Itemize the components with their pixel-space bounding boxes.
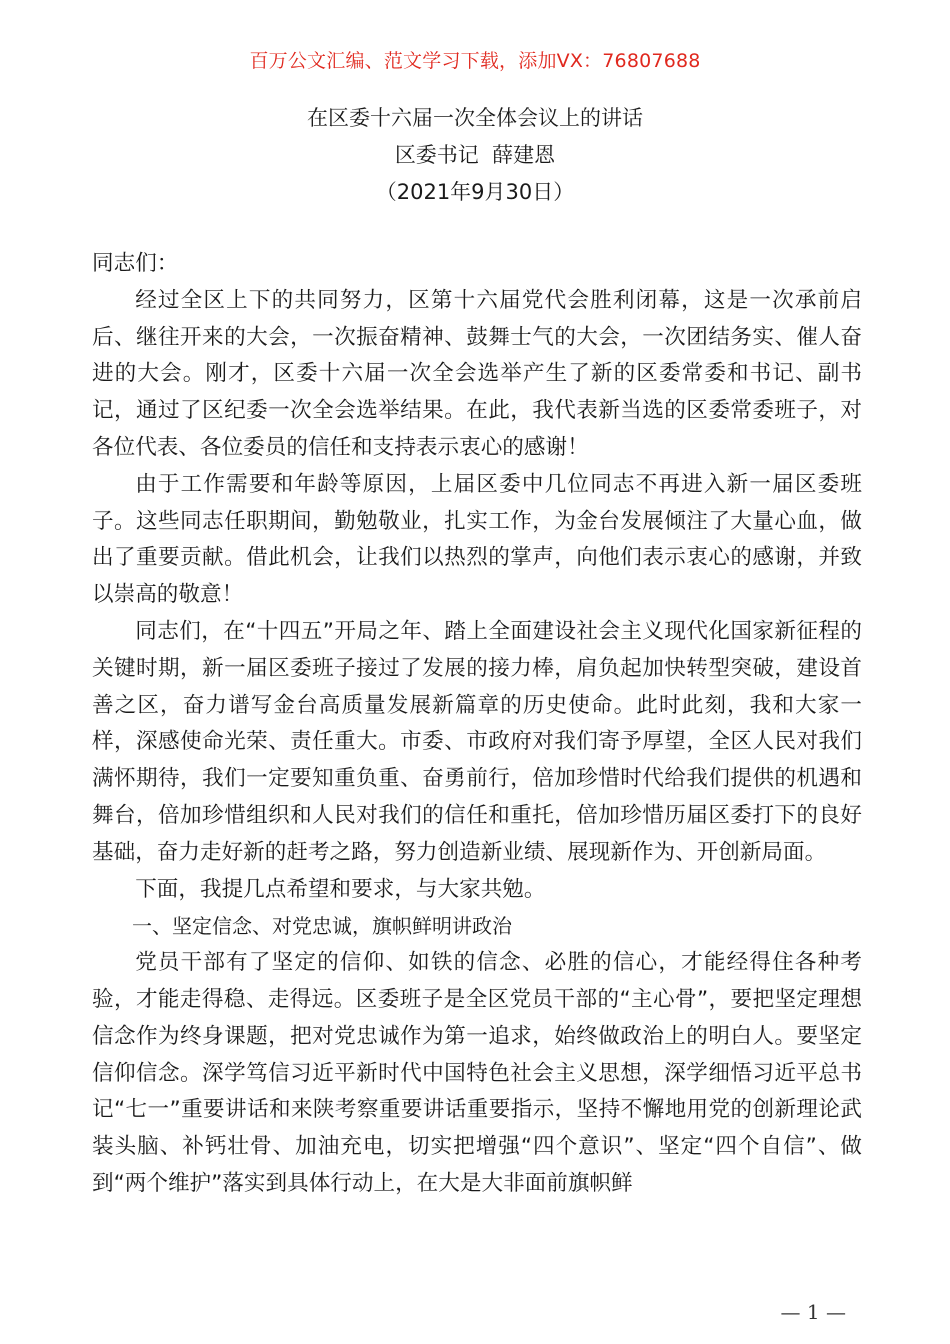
paragraph-1: 经过全区上下的共同努力，区第十六届党代会胜利闭幕，这是一次承前启后、继往开来的大会，一次振奋精神、鼓舞士气的大会，一次团结务实、催人奋进的大会。刚才，区委十六届一次全会选举产生了新的区委常委和书记、副书记，通过了区纪委一次全会选举结果。在此，我代表新当选的区委常委班子，对各位代表、各位委员的信任和支持表示衷心的感谢！ <box>92 287 862 460</box>
speaker-line: 区委书记 薛建恩 <box>394 143 556 167</box>
paragraph-3: 同志们，在“十四五”开局之年、踏上全面建设社会主义现代化国家新征程的关键时期，新一届区委班子接过了发展的接力棒，肩负起加快转型突破，建设首善之区，奋力谱写金台高质量发展新篇章的历史使命。此时此刻，我和大家一样，深感使命光荣、责任重大。市委、市政府对我们寄予厚望，全区人民对我们满怀期待，我们一定要知重负重、奋勇前行，倍加珍惜时代给我们提供的机遇和舞台，倍加珍惜组织和人民对我们的信任和重托，倍加珍惜历届区委打下的良好基础，奋力走好新的赶考之路，努力创造新业绩、展现新作为、开创新局面。 <box>92 618 862 865</box>
speech-date: （2021年9月30日） <box>375 180 575 204</box>
paragraph-5: 党员干部有了坚定的信仰、如铁的信念、必胜的信心，才能经得住各种考验，才能走得稳、走得远。区委班子是全区党员干部的“主心骨”，要把坚定理想信念作为终身课题，把对党忠诚作为第一追求，始终做政治上的明白人。要坚定信仰信念。深学笃信习近平新时代中国特色社会主义思想，深学细悟习近平总书记“七一”重要讲话和来陕考察重要讲话重要指示，坚持不懈地用党的创新理论武装头脑、补钙壮骨、加油充电，切实把增强“四个意识”、坚定“四个自信”、做到“两个维护”落实到具体行动上，在大是大非面前旗帜鲜 <box>92 950 862 1196</box>
paragraph-4: 下面，我提几点希望和要求，与大家共勉。 <box>135 876 546 902</box>
title-block <box>0 100 950 211</box>
speech-title: 在区委十六届一次全体会议上的讲话 <box>307 106 643 130</box>
page-number: — 1 — <box>780 1300 846 1324</box>
section-heading-1: 一、坚定信念、对党忠诚，旗帜鲜明讲政治 <box>132 914 512 939</box>
speech-body <box>92 246 862 1203</box>
watermark-banner: 百万公文汇编、范文学习下载，添加VX：76807688 <box>249 50 701 72</box>
salutation: 同志们： <box>92 251 179 276</box>
paragraph-2: 由于工作需要和年龄等原因，上届区委中几位同志不再进入新一届区委班子。这些同志任职期间，勤勉敬业，扎实工作，为金台发展倾注了大量心血，做出了重要贡献。借此机会，让我们以热烈的掌声，向他们表示衷心的感谢，并致以崇高的敬意！ <box>92 471 862 608</box>
